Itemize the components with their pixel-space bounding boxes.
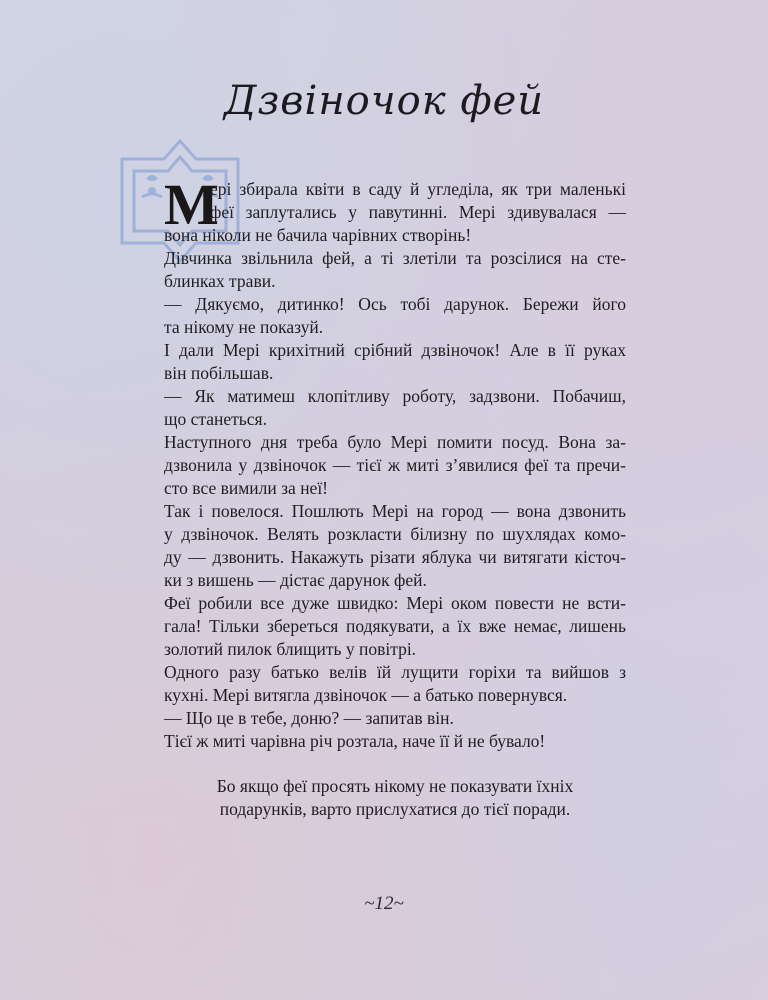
text-line: що станеться. bbox=[164, 409, 267, 429]
text-line: дзвонила у дзвіночок — тієї ж миті з’явилися феї та пречи- bbox=[164, 455, 626, 475]
text-line: кухні. Мері витягла дзвіночок — а батько повернувся. bbox=[164, 685, 568, 705]
text-line: та нікому не показуй. bbox=[164, 317, 324, 337]
text-line: — Дякуємо, дитинко! Ось тобі дарунок. Бережи його bbox=[164, 294, 626, 314]
moral-line: Бо якщо феї просять нікому не показувати їхніх bbox=[216, 776, 574, 796]
text-line: гала! Тільки збереться подякувати, а їх вже немає, лишень bbox=[164, 616, 626, 636]
story-text bbox=[164, 172, 626, 821]
text-line: золотий пилок блищить у повітрі. bbox=[164, 639, 417, 659]
text-line: феї заплутались у павутинні. Мері здивувалася — bbox=[210, 202, 626, 222]
text-line: Феї робили все дуже швидко: Мері оком повести не всти- bbox=[164, 593, 626, 613]
text-line: у дзвіночок. Велять розкласти білизну по шухлядах комо- bbox=[164, 524, 626, 544]
text-line: І дали Мері крихітний срібний дзвіночок! Але в її руках bbox=[164, 340, 626, 360]
text-line: Так і повелося. Пошлють Мері на город — вона дзвонить bbox=[164, 501, 626, 521]
text-line: ері збирала квіти в саду й угледіла, як три маленькі bbox=[210, 179, 626, 199]
moral-line: подарунків, варто прислухатися до тієї поради. bbox=[219, 799, 571, 819]
text-line: Одного разу батько велів їй лущити горіхи та вийшов з bbox=[164, 662, 626, 682]
text-line: блинках трави. bbox=[164, 271, 276, 291]
chapter-title: Дзвіночок фей bbox=[223, 78, 545, 124]
text-line: — Що це в тебе, доню? — запитав він. bbox=[164, 708, 454, 728]
text-line: Тієї ж миті чарівна річ розтала, наче її й не бувало! bbox=[164, 731, 546, 751]
text-line: вона ніколи не бачила чарівних створінь! bbox=[164, 225, 472, 245]
text-line: сто все вимили за неї! bbox=[164, 478, 329, 498]
text-line: Дівчинка звільнила фей, а ті злетіли та розсілися на сте- bbox=[164, 248, 626, 268]
text-line: ки з вишень — дістає дарунок фей. bbox=[164, 570, 427, 590]
text-line: ду — дзвонить. Накажуть різати яблука чи витягати кісточ- bbox=[164, 547, 626, 567]
text-line: — Як матимеш клопітливу роботу, задзвони. Побачиш, bbox=[164, 386, 626, 406]
page-number: ~12~ bbox=[364, 893, 404, 914]
text-line: він побільшав. bbox=[164, 363, 274, 383]
text-line: Наступного дня треба було Мері помити посуд. Вона за- bbox=[164, 432, 626, 452]
drop-cap: М bbox=[164, 172, 219, 237]
